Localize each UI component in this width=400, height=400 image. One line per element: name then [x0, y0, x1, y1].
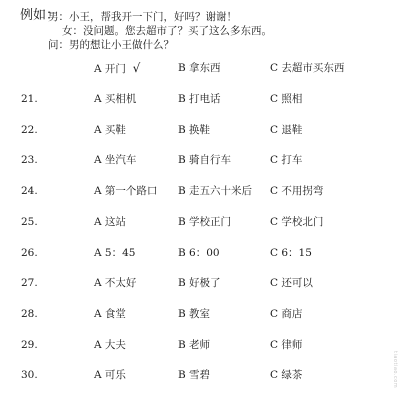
question-row — [0, 152, 380, 168]
question-number: 28. — [21, 307, 38, 320]
option-c: C 还可以 — [270, 277, 313, 290]
option-b: B 好极了 — [178, 277, 221, 290]
option-a: A 可乐 — [94, 369, 126, 382]
option-a: A 大夫 — [94, 338, 126, 351]
option-b: B 走五六十米后 — [178, 185, 253, 198]
example-dialogue-female: 女：没问题。您去超市了？买了这么多东西。 — [62, 25, 272, 37]
option-b: B 学校正门 — [178, 215, 232, 228]
option-c: C 绿茶 — [270, 369, 303, 382]
option-a: A 这站 — [94, 215, 126, 228]
example-option-b: B 拿东西 — [178, 62, 221, 74]
option-a: A 第一个路口 — [94, 185, 158, 198]
question-row — [0, 245, 380, 261]
question-row — [0, 214, 380, 230]
option-c: C 不用拐弯 — [270, 185, 324, 198]
example-line-3 — [20, 38, 390, 52]
check-mark-icon: √ — [132, 61, 141, 75]
question-row — [0, 306, 380, 322]
example-block — [20, 10, 390, 52]
option-a: A 食堂 — [94, 307, 126, 320]
question-row — [0, 91, 380, 107]
question-row — [0, 183, 380, 199]
option-a: A 5：45 — [94, 246, 136, 259]
option-c: C 打车 — [270, 154, 303, 167]
option-b: B 换鞋 — [178, 123, 211, 136]
question-number: 23. — [21, 154, 38, 167]
example-options-row — [0, 60, 380, 76]
question-number: 27. — [21, 277, 38, 290]
question-row — [0, 367, 380, 383]
option-b: B 教室 — [178, 307, 211, 320]
question-number: 24. — [21, 185, 38, 198]
example-option-a-label: A 开门 — [94, 63, 126, 75]
option-a: A 不太好 — [94, 277, 137, 290]
example-line-1 — [20, 10, 390, 24]
question-row — [0, 337, 380, 353]
option-b: B 老师 — [178, 338, 211, 351]
question-number: 21. — [21, 93, 38, 105]
option-c: C 商店 — [270, 307, 303, 320]
question-number: 29. — [21, 338, 38, 351]
question-number: 22. — [21, 123, 38, 136]
example-label: 例如： — [20, 8, 60, 23]
example-dialogue-male: 男：小王，帮我开一下门，好吗？谢谢！ — [48, 11, 237, 23]
option-b: B 6：00 — [178, 246, 220, 259]
question-number: 30. — [21, 369, 38, 382]
watermark: tiaotiao.com — [392, 350, 398, 388]
option-a: A 买相机 — [94, 93, 137, 105]
option-c: C 律师 — [270, 338, 303, 351]
question-number: 26. — [21, 246, 38, 259]
option-a: A 买鞋 — [94, 123, 126, 136]
option-b: B 雪碧 — [178, 369, 211, 382]
option-b: B 骑自行车 — [178, 154, 232, 167]
option-b: B 打电话 — [178, 93, 221, 105]
option-c: C 退鞋 — [270, 123, 303, 136]
example-option-c: C 去超市买东西 — [270, 62, 345, 74]
question-row — [0, 122, 380, 138]
example-option-a — [94, 60, 140, 77]
question-number: 25. — [21, 215, 38, 228]
question-row — [0, 275, 380, 291]
example-line-2 — [20, 24, 390, 38]
option-c: C 学校北门 — [270, 215, 324, 228]
option-c: C 6：15 — [270, 246, 312, 259]
example-question: 问：男的想让小王做什么？ — [48, 39, 174, 51]
option-c: C 照相 — [270, 93, 303, 105]
option-a: A 坐汽车 — [94, 154, 137, 167]
